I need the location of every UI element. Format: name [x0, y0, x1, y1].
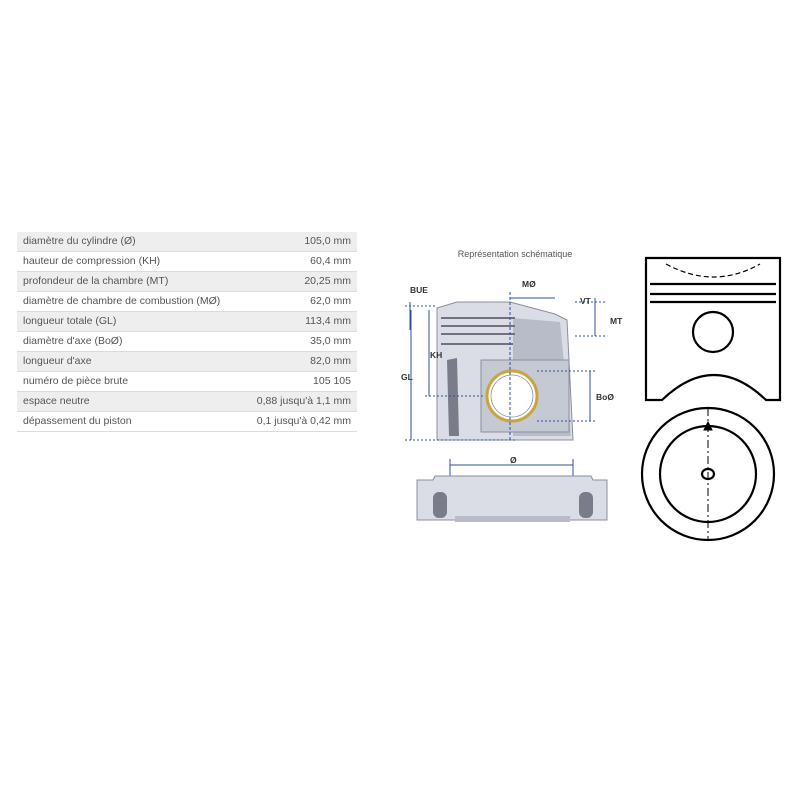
- spec-label: longueur totale (GL): [23, 315, 117, 327]
- table-row: [17, 272, 357, 292]
- piston-profile: [646, 258, 780, 400]
- spec-label: longueur d'axe: [23, 355, 92, 367]
- spec-label: diamètre d'axe (BoØ): [23, 335, 123, 347]
- table-row: [17, 252, 357, 272]
- spec-value: 105 105: [313, 375, 351, 387]
- diagram-caption: Représentation schématique: [457, 249, 573, 259]
- spec-label: profondeur de la chambre (MT): [23, 275, 169, 287]
- table-row: [17, 352, 357, 372]
- table-row: [17, 332, 357, 352]
- specification-table: [17, 232, 357, 432]
- table-row: [17, 372, 357, 392]
- spec-value: 60,4 mm: [310, 255, 351, 267]
- spec-value: 0,88 jusqu'à 1,1 mm: [256, 395, 351, 407]
- spec-value: 113,4 mm: [305, 315, 351, 327]
- spec-value: 62,0 mm: [310, 295, 351, 307]
- table-row: [17, 292, 357, 312]
- mo-label: MØ: [522, 279, 536, 289]
- spec-label: dépassement du piston: [23, 415, 132, 427]
- table-row: [17, 232, 357, 252]
- table-row: [17, 312, 357, 332]
- spec-label: hauteur de compression (KH): [23, 255, 161, 267]
- pin-bore: [693, 312, 733, 352]
- bue-label: BUE: [410, 285, 428, 295]
- spec-value: 105,0 mm: [304, 235, 351, 247]
- spec-label: diamètre de chambre de combustion (MØ): [23, 295, 221, 307]
- spec-label: diamètre du cylindre (Ø): [23, 235, 136, 247]
- spec-value: 82,0 mm: [310, 355, 351, 367]
- diameter-label: Ø: [510, 455, 517, 465]
- boo-label: BoØ: [596, 392, 614, 402]
- table-row: [17, 392, 357, 412]
- spec-value: 35,0 mm: [310, 335, 351, 347]
- mt-label: MT: [610, 316, 623, 326]
- gl-label: GL: [401, 372, 413, 382]
- table-row: [17, 412, 357, 432]
- spec-value: 20,25 mm: [304, 275, 351, 287]
- piston-views: [628, 250, 800, 550]
- kh-label: KH: [430, 350, 443, 360]
- vt-label: VT: [580, 296, 591, 306]
- spec-label: numéro de pièce brute: [23, 375, 129, 387]
- spec-label: espace neutre: [23, 395, 90, 407]
- spec-value: 0,1 jusqu'à 0,42 mm: [256, 415, 351, 427]
